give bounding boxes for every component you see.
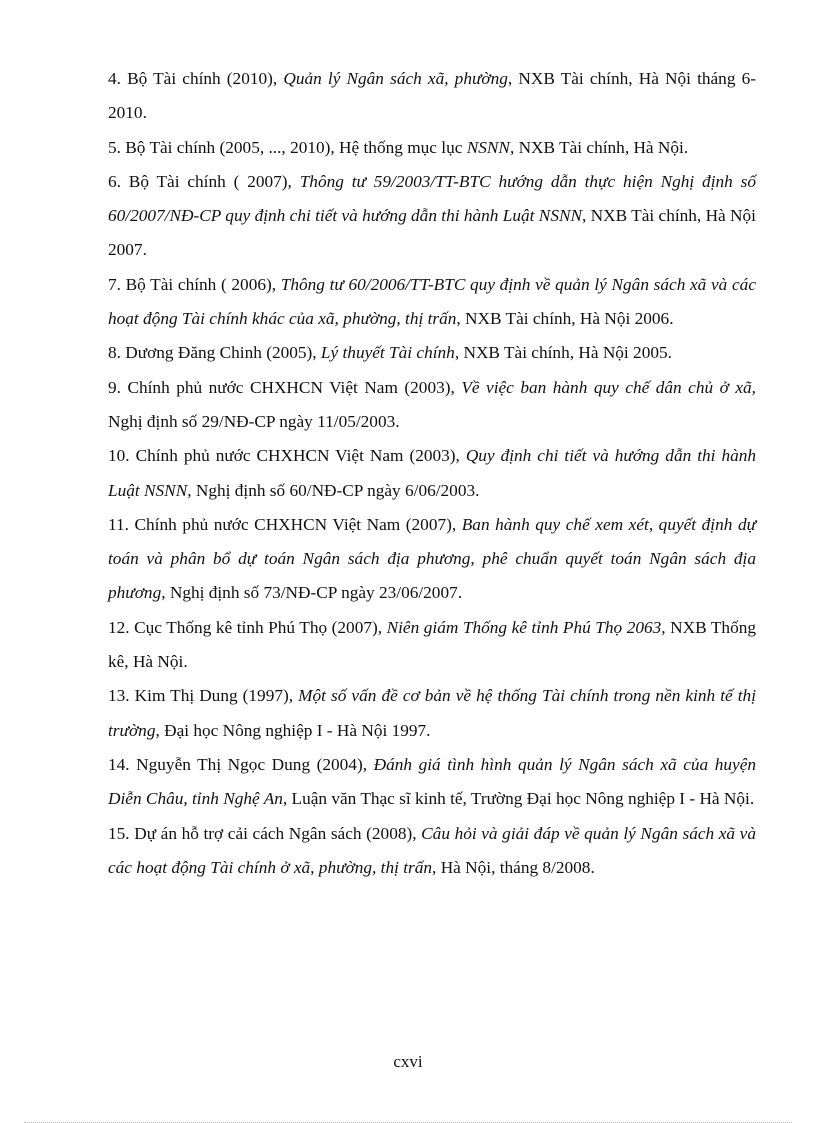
reference-item-12: 12. Cục Thống kê tỉnh Phú Thọ (2007), Niên giám Thống kê tỉnh Phú Thọ 2063, NXB Thống kê, Hà Nội.: [108, 617, 756, 672]
reference-title: Ban hành quy chế xem xét, quyết định dự toán và phân bổ dự toán Ngân sách địa phương, phê chuẩn quyết toán Ngân sách địa phương: [108, 514, 757, 603]
reference-title: Đánh giá tình hình quản lý Ngân sách xã của huyện Diễn Châu, tỉnh Nghệ An: [108, 754, 756, 809]
reference-item-9: 9. Chính phủ nước CHXHCN Việt Nam (2003), Về việc ban hành quy chế dân chủ ở xã, Nghị định số 29/NĐ-CP ngày 11/05/2003.: [108, 377, 756, 431]
reference-title: Quy định chi tiết và hướng dẫn thi hành Luật NSNN: [108, 446, 757, 500]
reference-title: Câu hỏi và giải đáp về quản lý Ngân sách xã và các hoạt động Tài chính ở xã, phường, thị trấn: [108, 823, 756, 877]
reference-title: Niên giám Thống kê tỉnh Phú Thọ 2063,: [386, 617, 666, 637]
reference-item-14: 14. Nguyễn Thị Ngọc Dung (2004), Đánh giá tình hình quản lý Ngân sách xã của huyện Diễn Châu, tỉnh Nghệ An, Luận văn Thạc sĩ kinh tế, Trường Đại học Nông nghiệp I - Hà Nội.: [108, 754, 756, 809]
reference-title: NSNN: [466, 137, 510, 157]
reference-title: Lý thuyết Tài chính: [320, 343, 455, 363]
reference-item-4: 4. Bộ Tài chính (2010), Quản lý Ngân sách xã, phường, NXB Tài chính, Hà Nội tháng 6-2010.: [108, 69, 756, 123]
reference-item-6: 6. Bộ Tài chính ( 2007), Thông tư 59/2003/TT-BTC hướng dẫn thực hiện Nghị định số 60/2007/NĐ-CP quy định chi tiết và hướng dẫn thi hành Luật NSNN, NXB Tài chính, Hà Nội 2007.: [108, 171, 756, 260]
page-number: cxvi: [393, 1052, 423, 1071]
reference-list: [108, 62, 756, 885]
reference-title: Về việc ban hành quy chế dân chủ ở xã: [461, 377, 752, 397]
reference-title: Thông tư 60/2006/TT-BTC quy định về quản lý Ngân sách xã và các hoạt động Tài chính khác của xã, phường, thị trấn: [108, 274, 756, 329]
reference-item-13: 13. Kim Thị Dung (1997), Một số vấn đề cơ bản về hệ thống Tài chính trong nền kinh tế thị trường, Đại học Nông nghiệp I - Hà Nội 1997.: [108, 686, 756, 740]
reference-title: Quản lý Ngân sách xã, phường: [283, 69, 508, 88]
reference-item-5: 5. Bộ Tài chính (2005, ..., 2010), Hệ thống mục lục NSNN, NXB Tài chính, Hà Nội.: [108, 137, 689, 157]
reference-item-15: 15. Dự án hỗ trợ cải cách Ngân sách (2008), Câu hỏi và giải đáp về quản lý Ngân sách xã và các hoạt động Tài chính ở xã, phường, thị trấn, Hà Nội, tháng 8/2008.: [108, 823, 756, 877]
reference-item-7: 7. Bộ Tài chính ( 2006), Thông tư 60/2006/TT-BTC quy định về quản lý Ngân sách xã và các hoạt động Tài chính khác của xã, phường, thị trấn, NXB Tài chính, Hà Nội 2006.: [108, 274, 756, 329]
reference-item-11: 11. Chính phủ nước CHXHCN Việt Nam (2007), Ban hành quy chế xem xét, quyết định dự toán và phân bổ dự toán Ngân sách địa phương, phê chuẩn quyết toán Ngân sách địa phương, Nghị định số 73/NĐ-CP ngày 23/06/2007.: [108, 514, 757, 603]
reference-item-10: 10. Chính phủ nước CHXHCN Việt Nam (2003), Quy định chi tiết và hướng dẫn thi hành Luật NSNN, Nghị định số 60/NĐ-CP ngày 6/06/2003.: [108, 446, 757, 500]
reference-title: Một số vấn đề cơ bản về hệ thống Tài chính trong nền kinh tế thị trường: [108, 686, 756, 740]
reference-item-8: 8. Dương Đăng Chinh (2005), Lý thuyết Tài chính, NXB Tài chính, Hà Nội 2005.: [108, 343, 672, 363]
reference-title: Thông tư 59/2003/TT-BTC hướng dẫn thực hiện Nghị định số 60/2007/NĐ-CP quy định chi tiết và hướng dẫn thi hành Luật NSNN: [108, 171, 756, 226]
